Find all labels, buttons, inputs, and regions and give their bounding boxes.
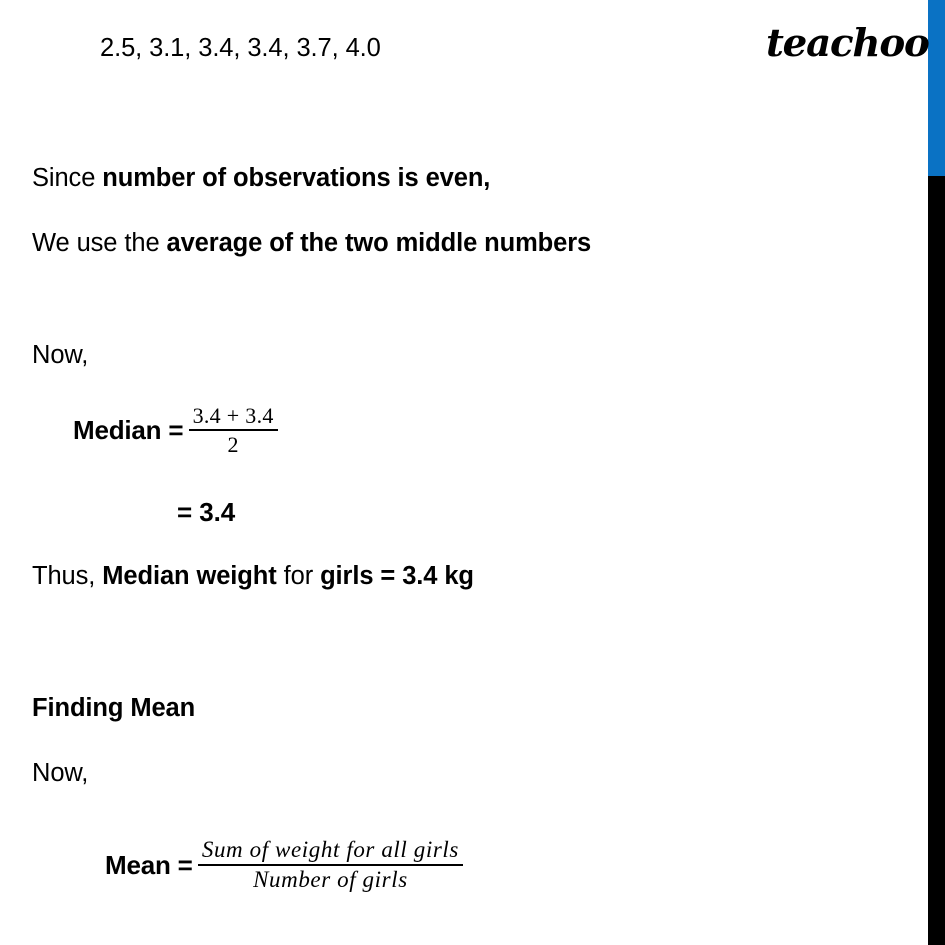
sorted-data-list: 2.5, 3.1, 3.4, 3.4, 3.7, 4.0	[100, 34, 381, 62]
mean-fraction-denominator: Number of girls	[253, 866, 408, 892]
thus-for-plain: for	[276, 562, 321, 590]
right-edge-black-bar	[928, 176, 945, 945]
we-use-plain-text: We use the	[32, 229, 167, 257]
since-bold-text: number of observations is even,	[102, 164, 491, 192]
finding-mean-heading: Finding Mean	[32, 694, 196, 722]
thus-plain-text: Thus,	[32, 562, 103, 590]
mean-equation-equals: =	[177, 849, 193, 880]
median-equation-label: Median	[73, 414, 162, 445]
mean-equation-label: Mean	[105, 849, 171, 880]
teachoo-logo: teachoo	[766, 20, 929, 65]
median-equation	[73, 404, 278, 457]
thus-median-weight-line	[32, 564, 474, 590]
since-observations-even-line	[32, 166, 490, 192]
since-plain-text: Since	[32, 164, 103, 192]
right-edge-blue-bar	[928, 0, 945, 176]
we-use-bold-text: average of the two middle numbers	[166, 229, 592, 257]
median-result: = 3.4	[177, 497, 236, 527]
mean-fraction	[198, 838, 463, 893]
mean-fraction-numerator: Sum of weight for all girls	[201, 837, 459, 862]
now-label-mean: Now,	[32, 759, 89, 787]
median-fraction-numerator: 3.4 + 3.4	[192, 403, 274, 428]
median-fraction	[189, 404, 278, 457]
thus-median-weight-bold: Median weight	[102, 562, 277, 590]
now-label-median: Now,	[32, 341, 89, 369]
thus-girls-value-bold: girls = 3.4 kg	[320, 562, 474, 590]
mean-fraction-bar	[198, 864, 463, 866]
median-fraction-bar	[189, 429, 278, 431]
median-fraction-denominator: 2	[227, 431, 239, 457]
mean-equation	[105, 838, 463, 893]
we-use-average-line	[32, 231, 591, 257]
median-equation-equals: =	[168, 414, 184, 445]
